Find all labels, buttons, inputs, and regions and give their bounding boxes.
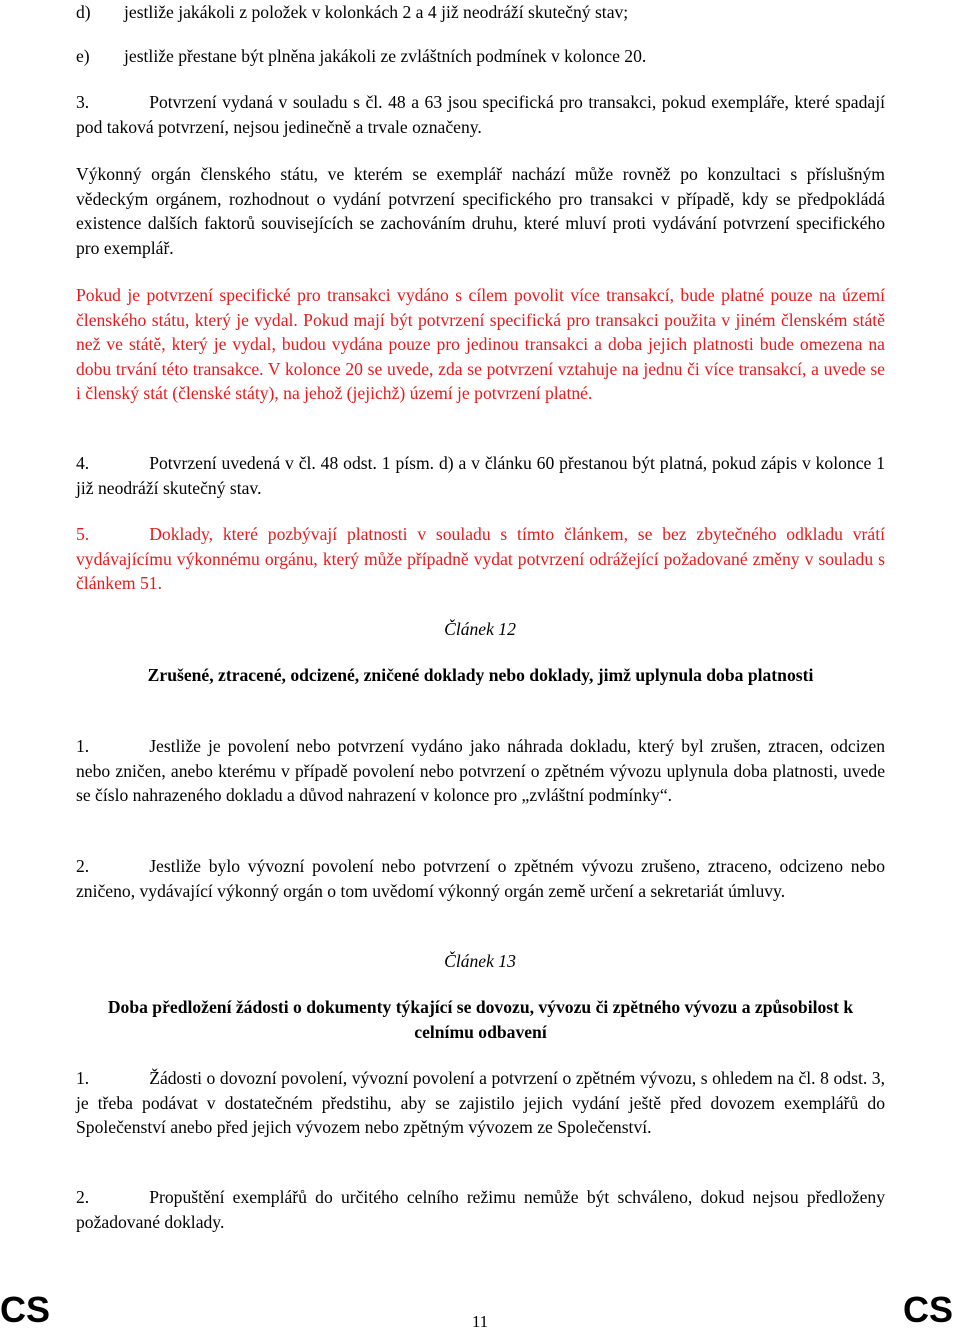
article-13-heading: Článek 13	[444, 951, 516, 971]
paragraph-text: Propuštění exemplářů do určitého celního režimu nemůže být schváleno, dokud nejsou předloženy požadované doklady.	[76, 1187, 885, 1232]
article-13-title: Doba předložení žádosti o dokumenty týkající se dovozu, vývozu či zpětného vývozu a způsobilost k celnímu odbavení	[107, 997, 854, 1042]
article-13-paragraph-1	[76, 1066, 885, 1140]
paragraph-text: Jestliže bylo vývozní povolení nebo potvrzení o zpětném vývozu zrušeno, ztraceno, odcizeno nebo zničeno, vydávající výkonný orgán o tom uvědomí výkonný orgán země určení a sekretariát úmluvy.	[76, 856, 885, 901]
paragraph-number: 5.	[76, 524, 90, 544]
paragraph-executive-body: Výkonný orgán členského státu, ve kterém se exemplář nachází může rovněž po konzultaci s příslušným vědeckým orgánem, rozhodnout o vydání potvrzení specifického pro transakci v případě, kdy se předpokládá existence dalších faktorů souvisejících se zachováním druhu, které mluví proti vydávání potvrzení specifického pro exemplář.	[76, 164, 885, 258]
paragraph-number: 4.	[76, 453, 90, 473]
paragraph-number: 1.	[76, 736, 90, 756]
footer-language-left: CS	[0, 1289, 51, 1330]
paragraph-3	[76, 90, 885, 139]
article-12-heading: Článek 12	[444, 619, 516, 639]
footer-language-right: CS	[903, 1289, 954, 1330]
paragraph-number: 1.	[76, 1068, 90, 1088]
paragraph-4	[76, 451, 885, 500]
paragraph-number: 3.	[76, 92, 90, 112]
paragraph-5	[76, 522, 885, 596]
item-label: e)	[76, 46, 90, 66]
paragraph-text: Žádosti o dovozní povolení, vývozní povolení a potvrzení o zpětném vývozu, s ohledem na čl. 8 odst. 3, je třeba podávat v dostatečném předstihu, aby se zajistilo jejich vydání ještě před dovozem exemplářů do Společenství anebo před jejich vývozem nebo zpětným vývozem ze Společenství.	[76, 1068, 885, 1137]
paragraph-number: 2.	[76, 1187, 90, 1207]
item-label: d)	[76, 2, 91, 22]
paragraph-text: Potvrzení vydaná v souladu s čl. 48 a 63 jsou specifická pro transakci, pokud exempláře, které spadají pod taková potvrzení, nejsou jedinečně a trvale označeny.	[76, 92, 885, 137]
article-13-paragraph-2	[76, 1185, 885, 1234]
paragraph-text: Potvrzení uvedená v čl. 48 odst. 1 písm. d) a v článku 60 přestanou být platná, pokud zápis v kolonce 1 již neodráží skutečný stav.	[76, 453, 885, 498]
article-12-title: Zrušené, ztracené, odcizené, zničené doklady nebo doklady, jimž uplynula doba platnosti	[147, 665, 814, 685]
paragraph-text: Jestliže je povolení nebo potvrzení vydáno jako náhrada dokladu, který byl zrušen, ztracen, odcizen nebo zničen, anebo kterému v případě povolení nebo potvrzení o zpětném vývozu uplynula doba platnosti, uvede se číslo nahrazeného dokladu a důvod nahrazení v kolonce pro „zvláštní podmínky“.	[76, 736, 885, 805]
item-text: jestliže přestane být plněna jakákoli ze zvláštních podmínek v kolonce 20.	[124, 46, 647, 66]
paragraph-text: Doklady, které pozbývají platnosti v souladu s tímto článkem, se bez zbytečného odkladu vrátí vydávajícímu výkonnému orgánu, který může případně vydat potvrzení odrážející požadované změny v souladu s článkem 51.	[76, 524, 885, 593]
article-12-paragraph-1	[76, 734, 885, 808]
paragraph-number: 2.	[76, 856, 90, 876]
item-text: jestliže jakákoli z položek v kolonkách 2 a 4 již neodráží skutečný stav;	[124, 2, 629, 22]
article-12-paragraph-2	[76, 854, 885, 903]
page-number: 11	[471, 1312, 489, 1331]
paragraph-amended-transactions: Pokud je potvrzení specifické pro transakci vydáno s cílem povolit více transakcí, bude platné pouze na území členského státu, který je vydal. Pokud mají být potvrzení specifická pro transakci použita v jiném členském státě než ve státě, který je vydal, budou vydána pouze pro jedinou transakci a doba jejich platnosti bude omezena na dobu trvání této transakce. V kolonce 20 se uvede, zda se potvrzení vztahuje na jednu či více transakcí, a uvede se i členský stát (členské státy), na jehož (jejichž) území je potvrzení platné.	[76, 285, 885, 403]
